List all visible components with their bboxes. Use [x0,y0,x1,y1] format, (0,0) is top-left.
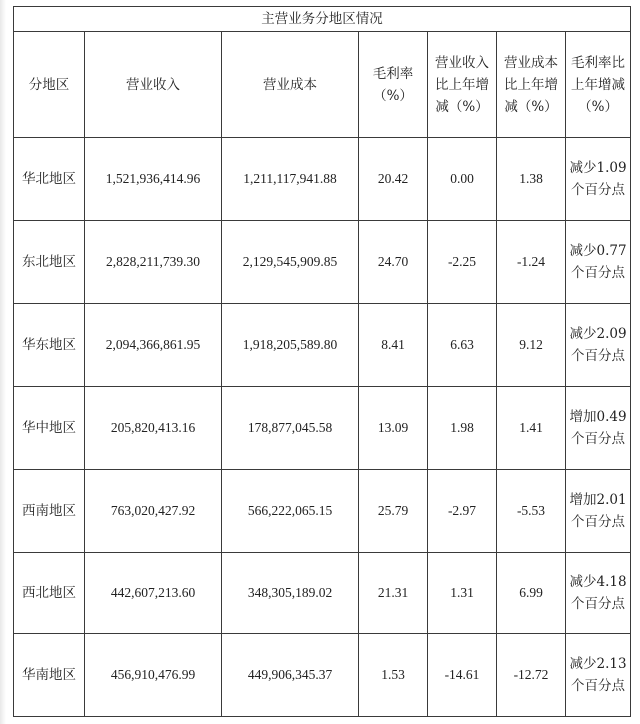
region-revenue-table [13,6,631,717]
header-revenue: 营业收入 [85,32,222,138]
table-row [14,634,631,717]
cost-change-cell: -1.24 [497,221,566,304]
region-cell: 华中地区 [14,387,85,470]
margin-change-cell: 减少1.09个百分点 [566,138,631,221]
header-revenue-change: 营业收入比上年增减（%） [428,32,497,138]
table-row [14,387,631,470]
revenue-change-cell: 1.31 [428,553,497,634]
margin-cell: 13.09 [359,387,428,470]
header-region: 分地区 [14,32,85,138]
cost-change-cell: 6.99 [497,553,566,634]
margin-cell: 25.79 [359,470,428,553]
revenue-cell: 456,910,476.99 [85,634,222,717]
header-cost-change: 营业成本比上年增减（%） [497,32,566,138]
revenue-cell: 205,820,413.16 [85,387,222,470]
margin-change-cell: 增加2.01个百分点 [566,470,631,553]
margin-change-cell: 减少2.13个百分点 [566,634,631,717]
title-row [14,7,631,32]
revenue-change-cell: -2.97 [428,470,497,553]
margin-change-cell: 减少4.18个百分点 [566,553,631,634]
margin-cell: 20.42 [359,138,428,221]
cost-cell: 348,305,189.02 [222,553,359,634]
margin-change-cell: 减少0.77个百分点 [566,221,631,304]
cost-cell: 2,129,545,909.85 [222,221,359,304]
region-cell: 华南地区 [14,634,85,717]
header-margin-change: 毛利率比上年增减（%） [566,32,631,138]
revenue-change-cell: 1.98 [428,387,497,470]
cost-change-cell: 1.38 [497,138,566,221]
revenue-change-cell: -2.25 [428,221,497,304]
table-row [14,470,631,553]
margin-change-cell: 增加0.49个百分点 [566,387,631,470]
cost-change-cell: 1.41 [497,387,566,470]
margin-cell: 1.53 [359,634,428,717]
cost-cell: 566,222,065.15 [222,470,359,553]
margin-cell: 8.41 [359,304,428,387]
revenue-change-cell: -14.61 [428,634,497,717]
header-row [14,32,631,138]
margin-change-cell: 减少2.09个百分点 [566,304,631,387]
revenue-cell: 763,020,427.92 [85,470,222,553]
cost-change-cell: -5.53 [497,470,566,553]
revenue-cell: 2,094,366,861.95 [85,304,222,387]
region-cell: 东北地区 [14,221,85,304]
cost-cell: 178,877,045.58 [222,387,359,470]
table-title: 主营业务分地区情况 [14,7,631,32]
revenue-cell: 1,521,936,414.96 [85,138,222,221]
cost-cell: 449,906,345.37 [222,634,359,717]
header-margin: 毛利率（%） [359,32,428,138]
revenue-change-cell: 0.00 [428,138,497,221]
cost-change-cell: 9.12 [497,304,566,387]
table-row [14,138,631,221]
cost-cell: 1,211,117,941.88 [222,138,359,221]
scan-shadow [0,0,6,724]
region-cell: 华北地区 [14,138,85,221]
margin-cell: 24.70 [359,221,428,304]
cost-change-cell: -12.72 [497,634,566,717]
cost-cell: 1,918,205,589.80 [222,304,359,387]
revenue-cell: 2,828,211,739.30 [85,221,222,304]
region-cell: 华东地区 [14,304,85,387]
region-cell: 西南地区 [14,470,85,553]
revenue-change-cell: 6.63 [428,304,497,387]
region-cell: 西北地区 [14,553,85,634]
header-cost: 营业成本 [222,32,359,138]
table-row [14,304,631,387]
revenue-cell: 442,607,213.60 [85,553,222,634]
margin-cell: 21.31 [359,553,428,634]
table-row [14,221,631,304]
table-row [14,553,631,634]
